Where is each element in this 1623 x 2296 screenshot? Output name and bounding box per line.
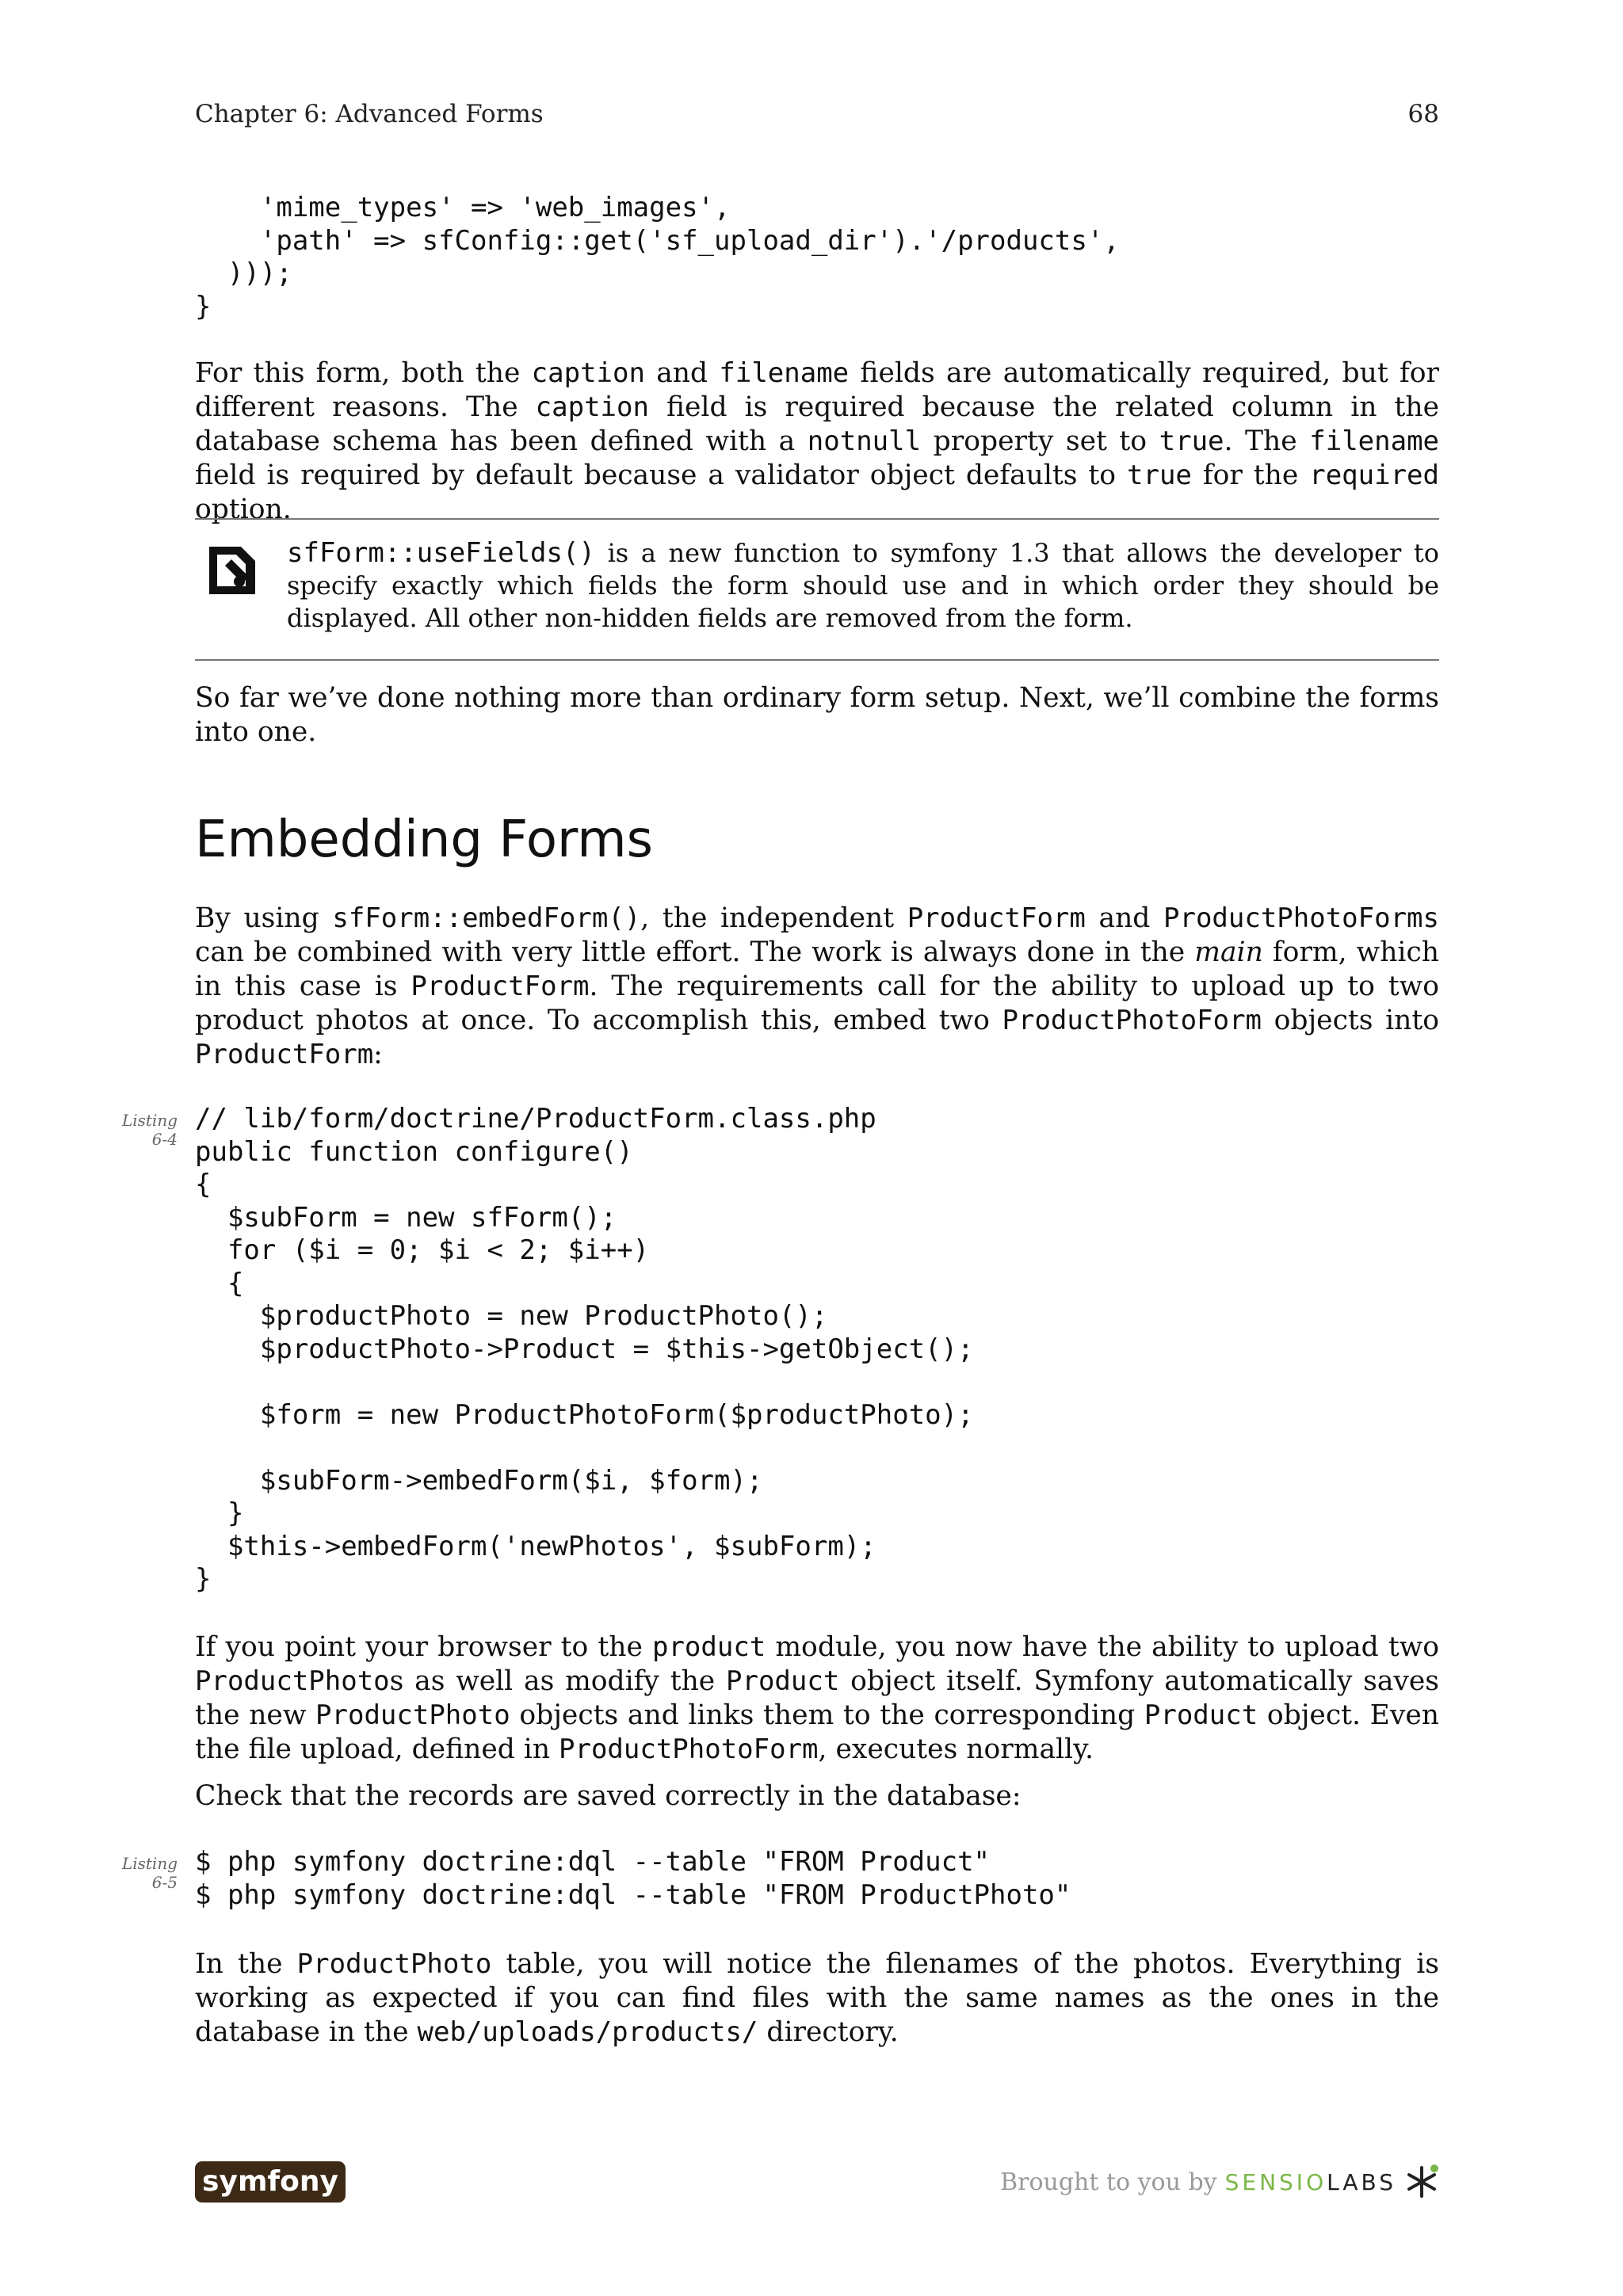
listing-label-6-4: Listing 6-4 [121, 1111, 178, 1149]
sensiolabs-asterisk-icon [1404, 2163, 1439, 2201]
paragraph-filenames: In the ProductPhoto table, you will notice the filenames of the photos. Everything is working as expected if you can find files with the same names as the ones in the database in the web/uploads/products/ directory. [195, 1948, 1439, 2048]
page-number: 68 [1407, 100, 1439, 128]
note-top-divider [195, 518, 1439, 520]
code-block-continued: 'mime_types' => 'web_images', 'path' => sfConfig::get('sf_upload_dir').'/products', ))); } [195, 192, 1120, 322]
paragraph-check-records: Check that the records are saved correctly in the database: [195, 1780, 1022, 1812]
footer-credit [1000, 2158, 1439, 2206]
paragraph-required-fields: For this form, both the caption and filename fields are automatically required, but for different reasons. The caption field is required because the related column in the database schema has been defined with a notnull property set to true. The filename field is required by default because a validator object defaults to true for the required option. [195, 357, 1440, 525]
credit-text: Brought to you by [1000, 2168, 1217, 2196]
paragraph-embed-form: By using sfForm::embedForm(), the independent ProductForm and ProductPhotoForms can be combined with very little effort. The work is always done in the main form, which in this case is ProductForm. The requirements call for the ability to upload up to two product photos at once. To accomplish this, embed two ProductPhotoForm objects into ProductForm: [195, 902, 1439, 1070]
listing-label-6-5: Listing 6-5 [121, 1854, 178, 1892]
code-block-product-form: // lib/form/doctrine/ProductForm.class.php public function configure() { $subForm = new sfForm(); for ($i = 0; $i < 2; $i++) { $productPhoto = new ProductPhoto(); $productPhoto->Product = $this->getObject(); $form = new ProductPhotoForm($productPhoto); $subForm->embedForm($i, $form); } $this->embedForm('newPhotos', $subForm); } [195, 1103, 974, 1595]
paragraph-browser-product: If you point your browser to the product module, you now have the ability to upload two ProductPhotos as well as modify the Product object itself. Symfony automatically saves the new ProductPhoto objects and links them to the corresponding Product object. Even the file upload, defined in ProductPhotoForm, executes normally. [195, 1631, 1440, 1765]
sensiolabs-logo: SENSIOLABS [1224, 2168, 1396, 2195]
svg-text:symfony: symfony [202, 2165, 338, 2198]
section-title: Embedding Forms [195, 810, 653, 869]
page-header [195, 98, 1439, 130]
note-use-fields: sfForm::useFields() is a new function to symfony 1.3 that allows the developer to specify exactly which fields the form should use and in which order they should be displayed. All other non-hidden fields are removed from the form. [287, 537, 1439, 633]
code-block-dql: $ php symfony doctrine:dql --table "FROM Product" $ php symfony doctrine:dql --table "FROM ProductPhoto" [195, 1846, 1071, 1911]
chapter-title: Chapter 6: Advanced Forms [195, 100, 544, 128]
paragraph-ordinary-setup: So far we’ve done nothing more than ordinary form setup. Next, we’ll combine the forms into one. [195, 682, 1439, 748]
note-icon [204, 542, 260, 599]
symfony-logo [195, 2161, 346, 2203]
note-bottom-divider [195, 659, 1439, 661]
